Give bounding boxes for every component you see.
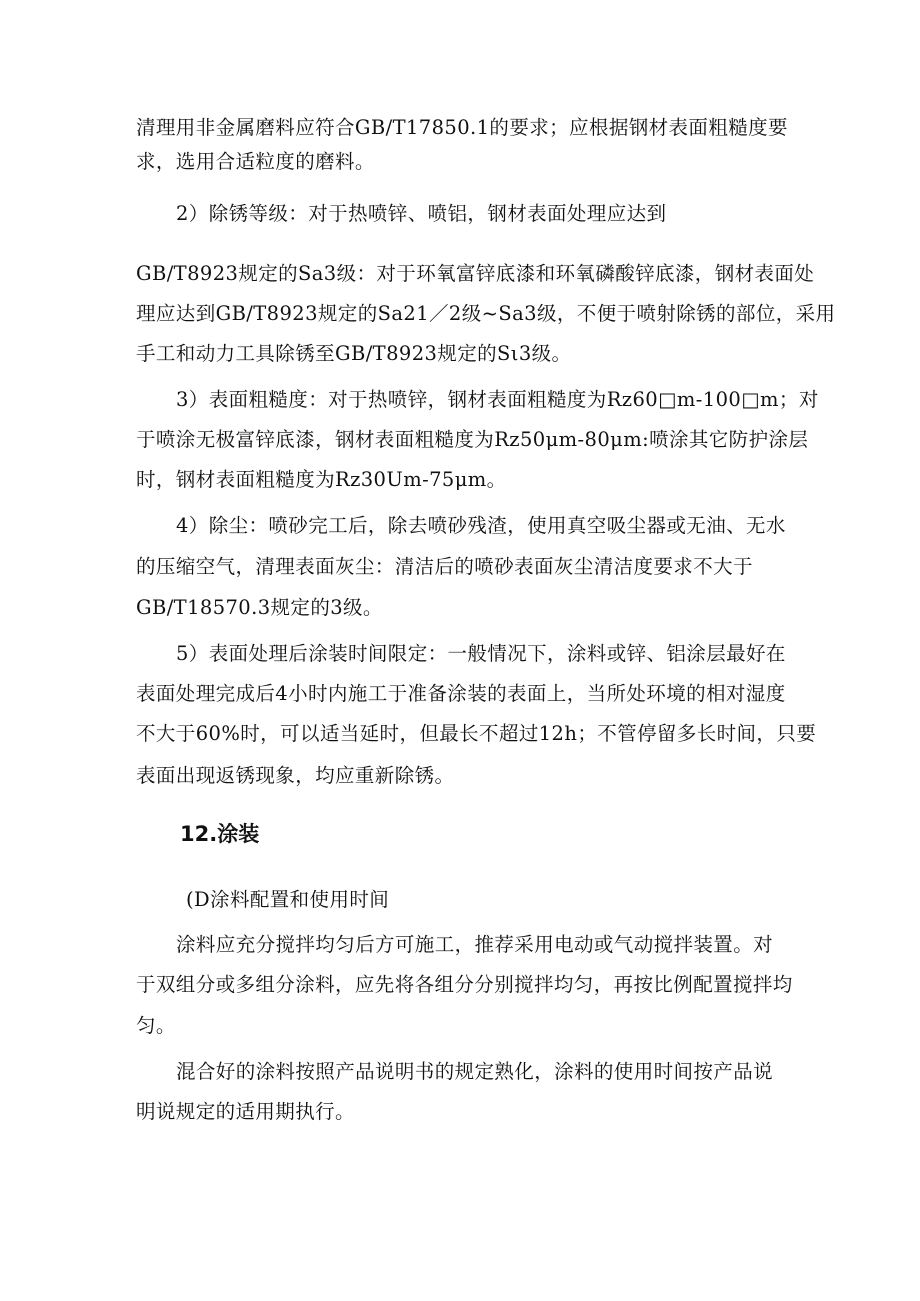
text-line: 求，选用合适粒度的磨料。 — [136, 150, 375, 173]
text-line: 明说规定的适用期执行。 — [136, 1100, 355, 1123]
text-line: 表面处理完成后4小时内施工于准备涂装的表面上，当所处环境的相对湿度 — [136, 682, 786, 705]
text-line: 手工和动力工具除锈至GB/T8923规定的Sι3级。 — [136, 342, 572, 365]
text-line: 的压缩空气，清理表面灰尘：清洁后的喷砂表面灰尘清洁度要求不大于 — [136, 555, 753, 578]
section-heading: 12.涂装 — [180, 822, 260, 846]
text-line: 涂料应充分搅拌均匀后方可施工，推荐采用电动或气动搅拌装置。对 — [176, 933, 774, 956]
text-line: 4）除尘：喷砂完工后，除去喷砂残渣，使用真空吸尘器或无油、无水 — [176, 514, 786, 537]
text-line: 3）表面粗糙度：对于热喷锌，钢材表面粗糙度为Rz60□m-100□m；对 — [176, 388, 819, 411]
text-line: 表面出现返锈现象，均应重新除锈。 — [136, 764, 455, 787]
text-line: 不大于60%时，可以适当延时，但最长不超过12h；不管停留多长时间，只要 — [136, 722, 817, 745]
text-line: 2）除锈等级：对于热喷锌、喷铝，钢材表面处理应达到 — [176, 202, 667, 225]
text-line: 于双组分或多组分涂料，应先将各组分分别搅拌均匀，再按比例配置搅拌均 — [136, 973, 793, 996]
text-line: 理应达到GB/T8923规定的Sa21／2级~Sa3级，不便于喷射除锈的部位，采用 — [136, 302, 836, 325]
text-line: GB/T8923规定的Sa3级：对于环氧富锌底漆和环氧磷酸锌底漆，钢材表面处 — [136, 262, 815, 285]
text-line: 清理用非金属磨料应符合GB/T17850.1的要求；应根据钢材表面粗糙度要 — [136, 116, 788, 139]
text-line: 时，钢材表面粗糙度为Rz30Um-75μm。 — [136, 468, 507, 491]
subsection-title: (D涂料配置和使用时间 — [186, 888, 390, 911]
text-line: 5）表面处理后涂装时间限定：一般情况下，涂料或锌、铝涂层最好在 — [176, 642, 786, 665]
text-line: GB/T18570.3规定的3级。 — [136, 596, 383, 619]
text-line: 匀。 — [136, 1014, 176, 1037]
text-line: 混合好的涂料按照产品说明书的规定熟化，涂料的使用时间按产品说 — [176, 1060, 774, 1083]
text-line: 于喷涂无极富锌底漆，钢材表面粗糙度为Rz50μm-80μm:喷涂其它防护涂层 — [136, 428, 809, 451]
